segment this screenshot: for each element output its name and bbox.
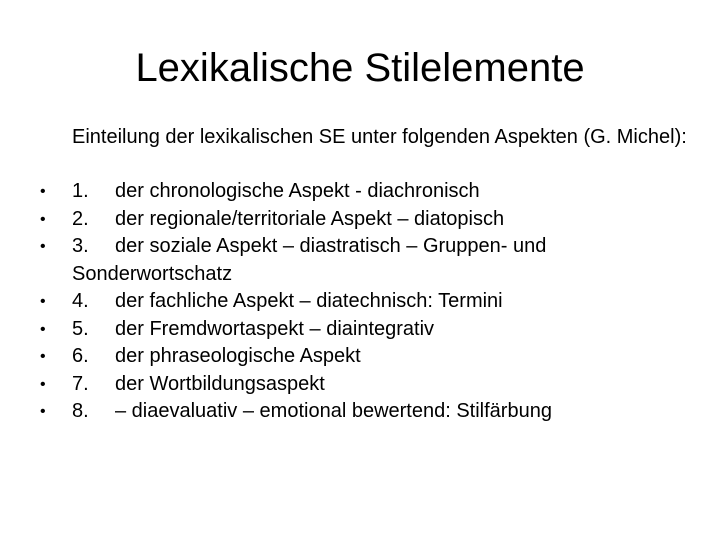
item-text: der fachliche Aspekt – diatechnisch: Termini xyxy=(115,290,503,312)
aspect-list xyxy=(0,178,720,426)
list-item xyxy=(0,288,702,316)
item-text: der regionale/territoriale Aspekt – diatopisch xyxy=(115,207,505,230)
item-number: 2. xyxy=(72,207,89,230)
bullet-icon: • xyxy=(40,183,46,200)
bullet-icon: • xyxy=(40,403,46,420)
item-number: 4. xyxy=(72,290,89,312)
list-item xyxy=(0,398,702,426)
intro-text: Einteilung der lexikalischen SE unter folgenden Aspekten (G. Michel): xyxy=(72,126,687,148)
item-number: 8. xyxy=(72,400,89,422)
item-text: der Fremdwortaspekt – diaintegrativ xyxy=(115,317,435,340)
list-item xyxy=(0,178,702,206)
item-number: 7. xyxy=(72,372,89,395)
item-text: – diaevaluativ – emotional bewertend: Stilfärbung xyxy=(115,400,552,422)
item-number: 1. xyxy=(72,180,89,202)
item-text: der soziale Aspekt – diastratisch – Gruppen- und Sonderwortschatz xyxy=(72,235,547,285)
list-item xyxy=(0,316,702,344)
list-item xyxy=(0,206,702,234)
list-item xyxy=(0,233,702,288)
item-number: 5. xyxy=(72,317,89,340)
item-number: 6. xyxy=(72,345,89,367)
list-item xyxy=(0,343,702,371)
bullet-icon: • xyxy=(40,210,46,228)
item-text: der phraseologische Aspekt xyxy=(115,345,361,367)
slide-title: Lexikalische Stilelemente xyxy=(135,46,585,90)
bullet-icon: • xyxy=(40,238,46,255)
item-number: 3. xyxy=(72,235,89,257)
bullet-icon: • xyxy=(40,320,46,338)
bullet-icon: • xyxy=(40,348,46,365)
bullet-icon: • xyxy=(40,293,46,310)
bullet-icon: • xyxy=(40,375,46,393)
item-text: der chronologische Aspekt - diachronisch xyxy=(115,180,480,202)
list-item xyxy=(0,371,702,399)
item-text: der Wortbildungsaspekt xyxy=(115,372,325,395)
